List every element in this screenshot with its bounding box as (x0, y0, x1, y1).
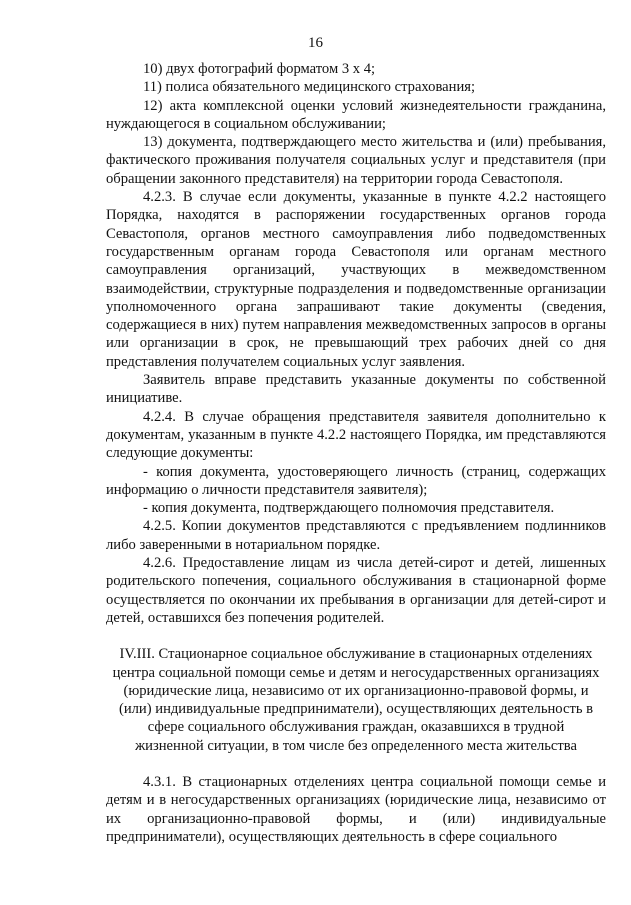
list-item-13: 13) документа, подтверждающего место жительства и (или) пребывания, фактического проживания получателя социальных услуг и представителя (при обращении законного представителя) на территории города Севастополя. (106, 134, 606, 187)
spacer (106, 627, 606, 645)
spacer (106, 755, 606, 773)
list-item-12: 12) акта комплексной оценки условий жизнедеятельности гражданина, нуждающегося в социальном обслуживании; (106, 97, 606, 132)
page-body (106, 60, 606, 846)
bullet-identity-copy: - копия документа, удостоверяющего личность (страниц, содержащих информацию о личности представителя заявителя); (106, 463, 606, 498)
paragraph-4-2-4: 4.2.4. В случае обращения представителя заявителя дополнительно к документам, указанным в пункте 4.2.2 настоящего Порядка, им представляются следующие документы: (106, 408, 606, 462)
list-item-10: 10) двух фотографий форматом 3 х 4; (143, 61, 376, 77)
paragraph-applicant-initiative: Заявитель вправе представить указанные документы по собственной инициативе. (106, 372, 606, 407)
paragraph-4-2-3: 4.2.3. В случае если документы, указанные в пункте 4.2.2 настоящего Порядка, находятся в распоряжении государственных органов города Севастополя, органов местного самоуправления либо подведомственных государственным органам города Севастополя или органам местного самоуправления организаций, участвующих в межведомственном взаимодействии, структурные подразделения и подведомственные организации уполномоченного органа запрашивают такие документы (сведения, содержащиеся в них) путем направления межведомственных запросов в органы или организации в срок, не превышающий трех рабочих дней со дня представления получателем социальных услуг заявления. (106, 189, 606, 370)
bullet-authority-copy: - копия документа, подтверждающего полномочия представителя. (143, 500, 555, 517)
paragraph-4-3-1: 4.3.1. В стационарных отделениях центра социальной помощи семье и детям и в негосударственных организациях (юридические лица, независимо от их организационно-правовой формы, и (или) индивидуальные предприниматели), осуществляющих деятельность в сфере социального (106, 773, 606, 845)
paragraph-4-2-5: 4.2.5. Копии документов представляются с предъявлением подлинников либо заверенными в нотариальном порядке. (106, 518, 606, 553)
list-item-11: 11) полиса обязательного медицинского страхования; (143, 79, 476, 96)
section-heading: IV.III. Стационарное социальное обслуживание в стационарных отделениях центра социальной помощи семье и детям и негосударственных организациях (юридические лица, независимо от их организационно-правовой формы, и (или) индивидуальные предприниматели), осуществляющих деятельность в сфере социального обслуживания граждан, оказавшихся в трудной жизненной ситуации, в том числе без определенного места жительства (112, 646, 600, 754)
paragraph-4-2-6: 4.2.6. Предоставление лицам из числа детей-сирот и детей, лишенных родительского попечения, социального обслуживания в стационарной форме осуществляется по окончании их пребывания в организации для детей-сирот и детей, оставшихся без попечения родителей. (106, 555, 606, 626)
page-number: 16 (308, 35, 323, 51)
